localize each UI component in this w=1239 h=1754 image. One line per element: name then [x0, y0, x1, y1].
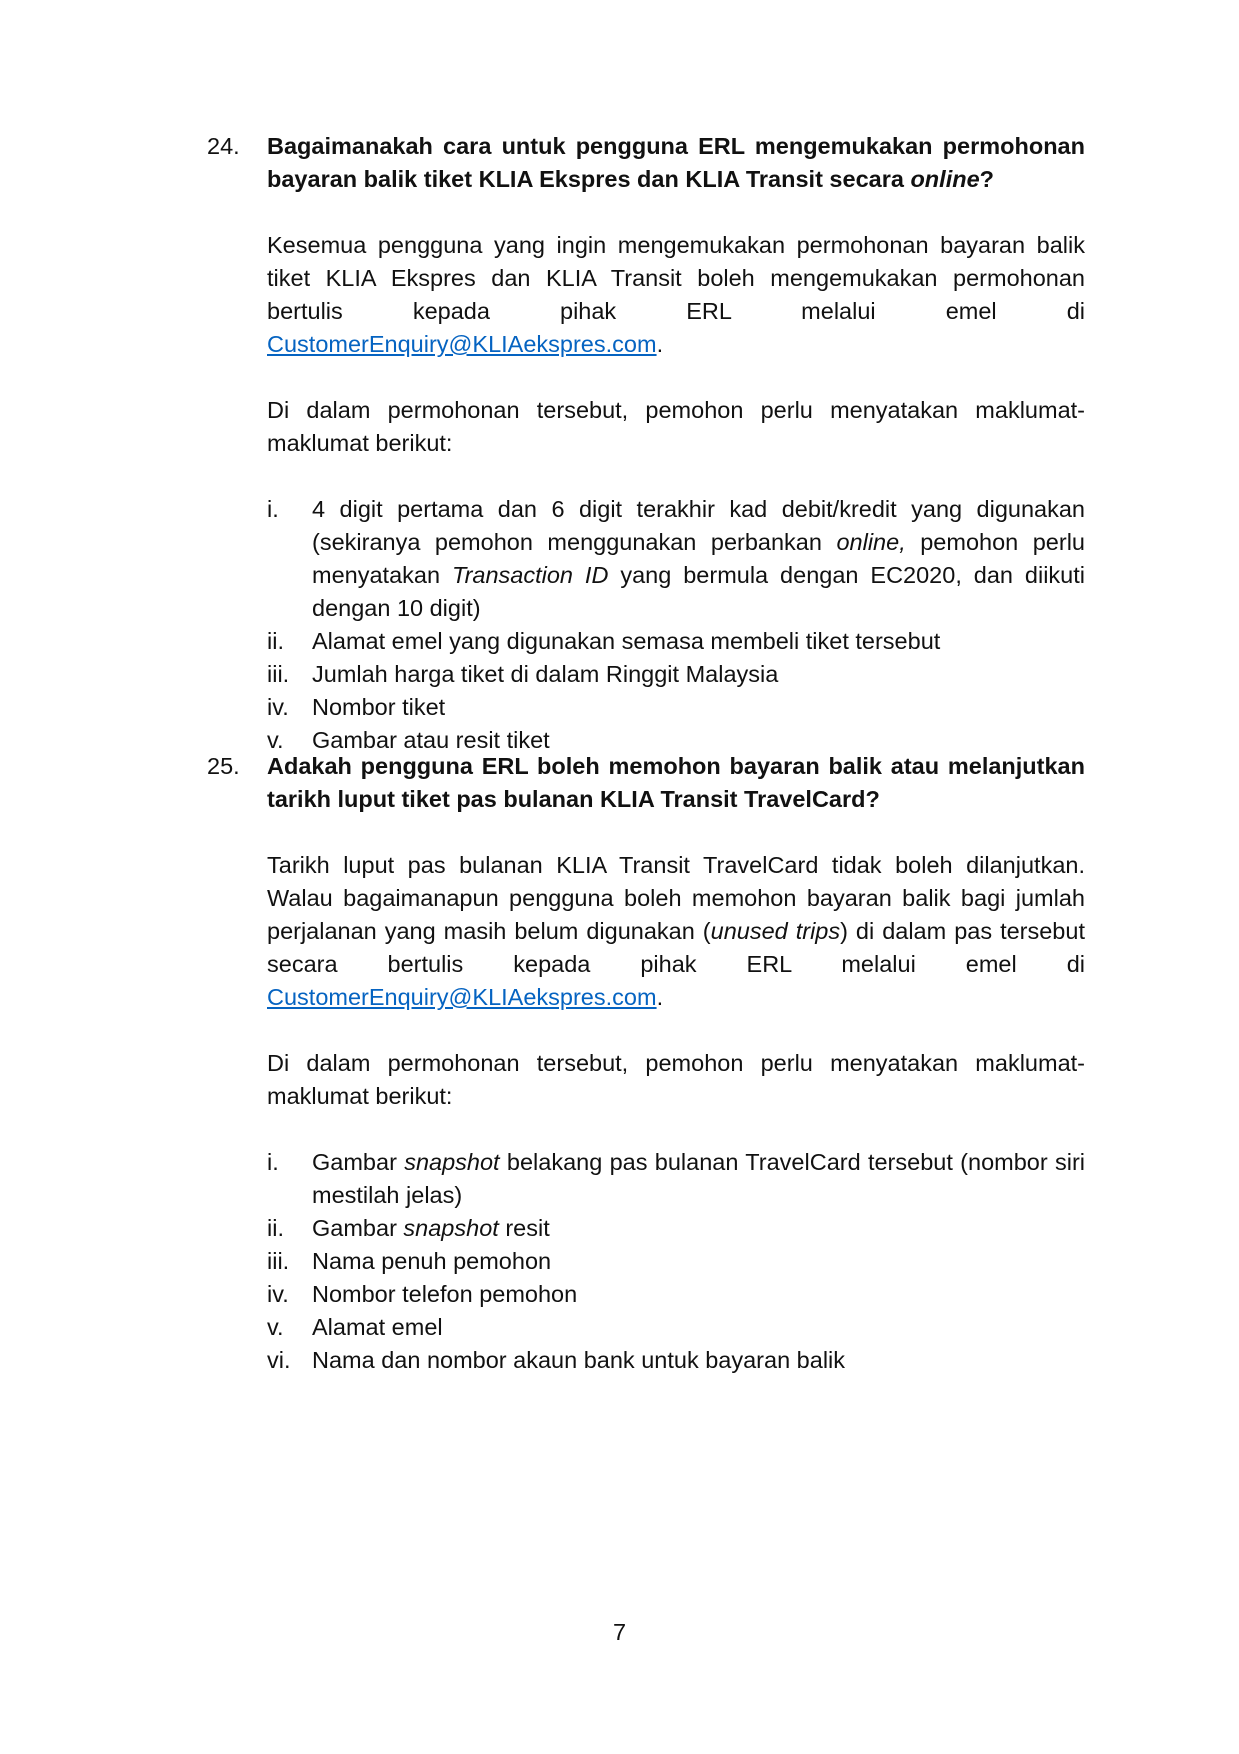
list-item [267, 691, 1085, 724]
list-item-text: Nama dan nombor akaun bank untuk bayaran balik [312, 1347, 846, 1373]
list-item [267, 658, 1085, 691]
list-item [267, 1245, 1085, 1278]
list-item-text: Jumlah harga tiket di dalam Ringgit Malaysia [312, 661, 779, 687]
list-item-text: Nombor telefon pemohon [312, 1281, 578, 1307]
answer-body [267, 816, 1085, 1377]
list-item-number: iii. [267, 661, 290, 687]
list-item-number: iv. [267, 694, 289, 720]
list-item-text: Nombor tiket [312, 694, 446, 720]
list-item [267, 1344, 1085, 1377]
list-item-text: Gambar atau resit tiket [312, 727, 550, 753]
requirements-intro: Di dalam permohonan tersebut, pemohon perlu menyatakan maklumat-maklumat berikut: [267, 397, 1085, 456]
list-item [267, 1212, 1085, 1245]
answer-intro: Kesemua pengguna yang ingin mengemukakan permohonan bayaran balik tiket KLIA Ekspres dan KLIA Transit boleh mengemukakan permohonan bertulis kepada pihak ERL melalui emel di CustomerEnquiry@KLIAekspres.com. [267, 232, 1085, 357]
list-item-text: Gambar snapshot resit [312, 1215, 550, 1241]
list-item-number: vi. [267, 1347, 291, 1373]
question-heading [207, 130, 1085, 196]
list-item-number: iii. [267, 1248, 290, 1274]
list-item-number: ii. [267, 628, 284, 654]
faq-question-25 [207, 750, 1085, 1377]
question-number: 25. [207, 753, 240, 779]
list-item-number: iv. [267, 1281, 289, 1307]
list-item-number: v. [267, 1314, 284, 1340]
list-item-text: Nama penuh pemohon [312, 1248, 552, 1274]
faq-question-24 [207, 130, 1085, 757]
list-item-number: i. [267, 1149, 279, 1175]
email-link[interactable]: CustomerEnquiry@KLIAekspres.com [267, 331, 657, 357]
list-item-number: i. [267, 496, 279, 522]
list-item [267, 493, 1085, 625]
requirements-list [267, 493, 1085, 757]
answer-intro: Tarikh luput pas bulanan KLIA Transit TravelCard tidak boleh dilanjutkan. Walau bagaimanapun pengguna boleh memohon bayaran balik bagi jumlah perjalanan yang masih belum digunakan (unused trips) di dalam pas tersebut secara bertulis kepada pihak ERL melalui emel di CustomerEnquiry@KLIAekspres.com. [267, 852, 1085, 1010]
list-item [267, 1146, 1085, 1212]
list-item-text: 4 digit pertama dan 6 digit terakhir kad debit/kredit yang digunakan (sekiranya pemohon menggunakan perbankan online, pemohon perlu menyatakan Transaction ID yang bermula dengan EC2020, dan diikuti dengan 10 digit) [312, 496, 1085, 621]
list-item-text: Alamat emel [312, 1314, 443, 1340]
question-number: 24. [207, 133, 240, 159]
list-item-text: Gambar snapshot belakang pas bulanan TravelCard tersebut (nombor siri mestilah jelas) [312, 1149, 1086, 1208]
email-link[interactable]: CustomerEnquiry@KLIAekspres.com [267, 984, 657, 1010]
requirements-intro: Di dalam permohonan tersebut, pemohon perlu menyatakan maklumat-maklumat berikut: [267, 1050, 1085, 1109]
answer-body [267, 196, 1085, 757]
question-heading [207, 750, 1085, 816]
list-item [267, 625, 1085, 658]
question-title: Bagaimanakah cara untuk pengguna ERL mengemukakan permohonan bayaran balik tiket KLIA Ekspres dan KLIA Transit secara online? [267, 133, 1085, 192]
requirements-list [267, 1146, 1085, 1377]
list-item-number: v. [267, 727, 284, 753]
question-title: Adakah pengguna ERL boleh memohon bayaran balik atau melanjutkan tarikh luput tiket pas bulanan KLIA Transit TravelCard? [267, 753, 1085, 812]
list-item [267, 1311, 1085, 1344]
list-item-text: Alamat emel yang digunakan semasa membeli tiket tersebut [312, 628, 941, 654]
page-number: 7 [612, 1619, 627, 1645]
list-item-number: ii. [267, 1215, 284, 1241]
list-item [267, 1278, 1085, 1311]
